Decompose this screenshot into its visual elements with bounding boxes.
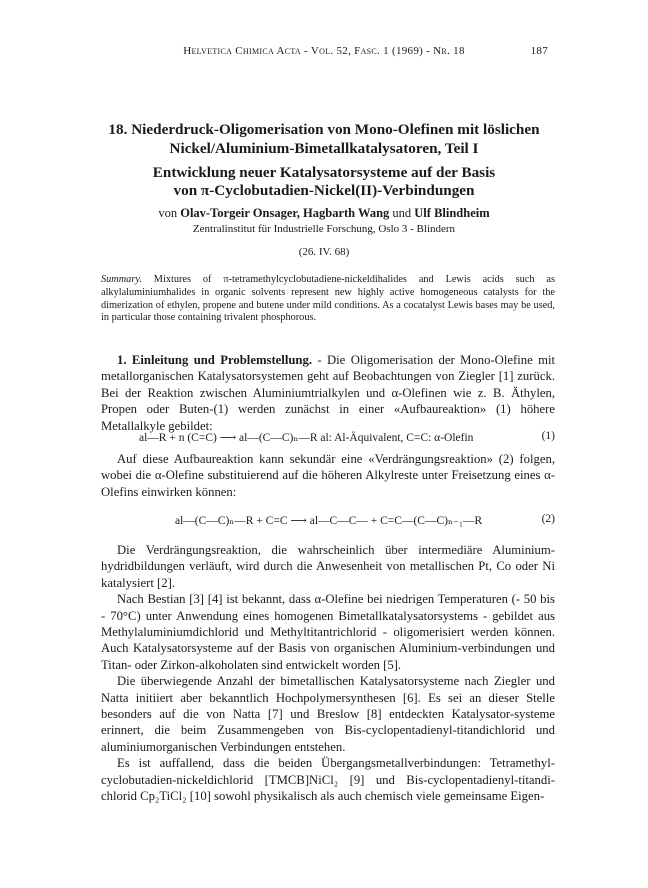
paragraph-1: - Die Oligomerisation der Mono-Olefine mit metallorganischen Katalysatorsystemen geht auf Beobachtungen von Ziegler [1] zurück. Bei der Reaktion zwischen Aluminiumtrialkylen und α-Olefinen wie z. B. Äthylen, Propen oder Buten-(1) werden zunächst in einer «Aufbaureaktion» (1) höhere Metallalkyle gebildet: bbox=[101, 353, 556, 433]
received-date: (26. IV. 68) bbox=[298, 246, 350, 258]
subtitle-line-2: von π-Cyclobutadien-Nickel(II)-Verbindungen bbox=[173, 182, 475, 199]
subtitle-line-1: Entwicklung neuer Katalysatorsysteme auf der Basis bbox=[152, 164, 496, 181]
author-prefix: von bbox=[158, 206, 178, 220]
section-intro-para-2 bbox=[101, 451, 555, 500]
running-header bbox=[100, 45, 548, 61]
author-names-1: Olav-Torgeir Onsager, Hagbarth Wang bbox=[180, 206, 390, 220]
paragraph-2: Auf diese Aufbaureaktion kann sekundär eine «Verdrängungsreaktion» (2) folgen, wobei die α-Olefine substituierend auf die höheren Alkylreste unter Freisetzung eines α-Olefins einwirken können: bbox=[101, 452, 555, 499]
summary-label: Summary. bbox=[101, 274, 142, 285]
paragraph-3: Die Verdrängungsreaktion, die wahrscheinlich über intermediäre Aluminium-hydridbildungen verläuft, wird durch die Anwesenheit von metallischen Pt, Co oder Ni katalysiert [2]. bbox=[101, 543, 555, 590]
equation-2-formula: al—(C—C)ₙ—R + C=C ⟶ al—C—C— + C=C—(C—C)ₙ₋₁—R bbox=[175, 515, 483, 527]
title-line-2: Nickel/Aluminium-Bimetallkatalysatoren, Teil I bbox=[169, 140, 479, 157]
section-intro-para-1 bbox=[101, 352, 555, 434]
author-line bbox=[40, 206, 608, 221]
page-number: 187 bbox=[530, 45, 548, 57]
summary-text: Mixtures of π-tetramethylcyclobutadiene-nickeldihalides and Lewis acids such as alkylaluminiumhalides in organic solvents represent new highly active homogeneous catalysts for the dimerization of ethylen, propene and butene under mild conditions. As a cocatalyst Lewis bases may be used, in particular those containing trivalent phosphorous. bbox=[101, 274, 555, 324]
equation-1-formula: al—R + n (C=C) ⟶ al—(C—C)ₙ—R al: Al-Äquivalent, C=C: α-Olefin bbox=[139, 432, 474, 444]
article-subtitle bbox=[60, 164, 588, 200]
section-intro-rest bbox=[101, 542, 555, 805]
author-names-2: Ulf Blindheim bbox=[414, 206, 490, 220]
journal-citation: Helvetica Chimica Acta - Vol. 52, Fasc. 1 (1969) - Nr. 18 bbox=[183, 45, 465, 57]
paragraph-4: Nach Bestian [3] [4] ist bekannt, dass α-Olefine bei niedrigen Temperaturen (- 50 bis - 70°C) unter Anwendung eines homogenen Bimetallkatalysatorsystems - gebildet aus Methylaluminiumdichlorid und Methyltitantrichlorid - oligomerisiert werden können. Auch Katalysatorsysteme auf der Basis von organischen Aluminium-verbindungen und Titan- oder Zirkon-alkoholaten sind entwickelt worden [5]. bbox=[101, 592, 555, 672]
paragraph-5: Die überwiegende Anzahl der bimetallischen Katalysatorsysteme nach Ziegler und Natta initiiert aber bekanntlich Hochpolymersynthesen [6]. Es sei an dieser Stelle besonders auf die von Natta [7] und Breslow [8] entdeckten Katalysator-systeme erinnert, die beim Zusammengeben von Bis-cyclopentadienyl-titandichlorid und aluminiumorganischen Verbindungen entstehen. bbox=[101, 674, 555, 754]
title-line-1: 18. Niederdruck-Oligomerisation von Mono-Olefinen mit löslichen bbox=[108, 121, 540, 138]
equation-2-number: (2) bbox=[541, 513, 555, 525]
section-heading: 1. Einleitung und Problemstellung. bbox=[117, 353, 312, 367]
institution: Zentralinstitut für Industrielle Forschung, Oslo 3 - Blindern bbox=[192, 223, 456, 235]
summary bbox=[101, 274, 555, 325]
article-title bbox=[60, 120, 588, 158]
equation-1-number: (1) bbox=[541, 430, 555, 442]
author-and: und bbox=[392, 206, 412, 220]
paragraph-6: Es ist auffallend, dass die beiden Übergangsmetallverbindungen: Tetramethyl-cyclobutadien-nickeldichlorid [TMCB]NiCl₂ [9] und Bis-cyclopentadienyl-titandi-chlorid Cp₂TiCl₂ [10] sowohl physikalisch als auch chemisch viele gemeinsame Eigen- bbox=[101, 756, 555, 804]
